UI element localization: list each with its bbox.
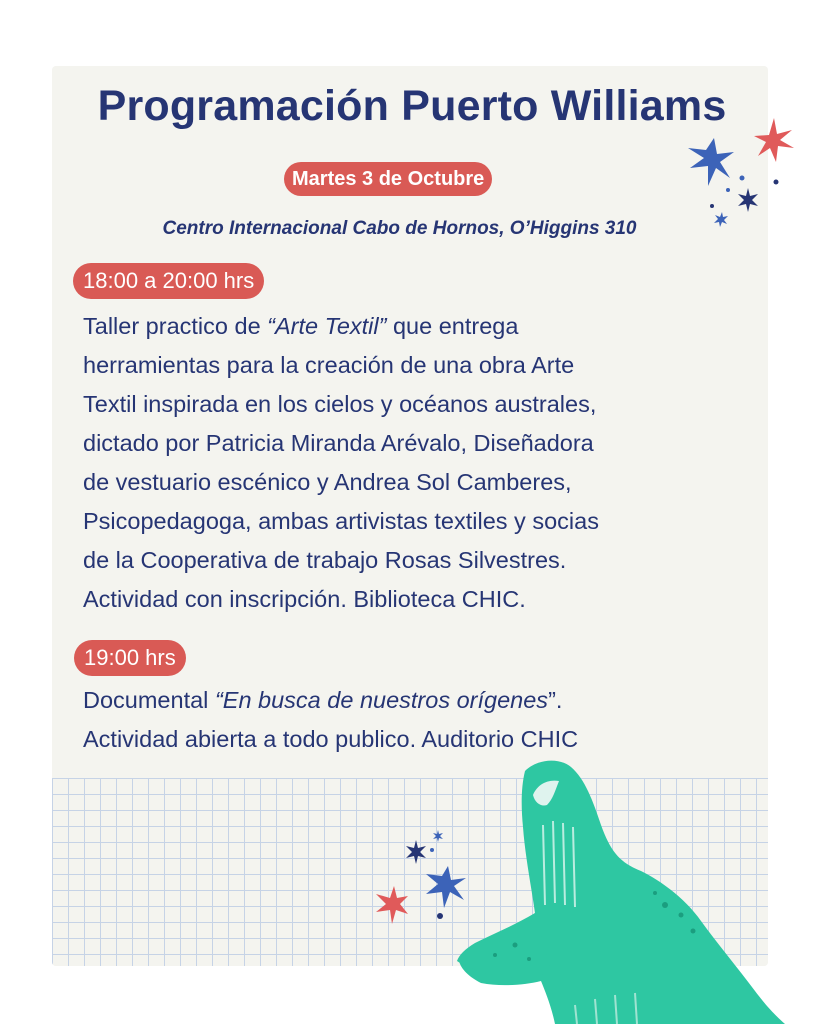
dot-icon [710, 204, 714, 208]
dot-icon [726, 188, 730, 192]
blue-star-icon [688, 138, 734, 186]
small-blue-star-icon [714, 212, 728, 227]
star-cluster-top-icon [670, 108, 810, 238]
whale-illustration [455, 755, 819, 1024]
event-1-description: Taller practico de “Arte Textil” que entrega herramientas para la creación de una obra Arte Textil inspirada en los cielos y océanos australes, dictado por Patricia Miranda Arévalo, Diseñadora de vestuario escénico y Andrea Sol Camberes, Psicopedagoga, ambas artivistas textiles y socias de la Cooperativa de trabajo Rosas Silvestres. Actividad con inscripción. Biblioteca CHIC. [83, 313, 599, 612]
navy-star-icon [738, 188, 758, 212]
page-title: Programación Puerto Williams [97, 82, 727, 130]
navy-star-icon [406, 840, 426, 864]
red-star-icon [376, 886, 408, 924]
dot-icon [437, 913, 443, 919]
red-star-icon [754, 118, 794, 162]
event-2-time-badge: 19:00 hrs [74, 640, 186, 676]
dot-icon [774, 180, 779, 185]
small-blue-star-icon [433, 830, 443, 842]
dot-icon [740, 176, 745, 181]
venue-text: Centro Internacional Cabo de Hornos, O’Higgins 310 [162, 218, 637, 239]
event-2-description: Documental “En busca de nuestros orígenes”. Actividad abierta a todo publico. Auditorio CHIC [83, 687, 579, 752]
dot-icon [430, 848, 434, 852]
date-badge: Martes 3 de Octubre [284, 162, 492, 196]
event-1-time-badge: 18:00 a 20:00 hrs [73, 263, 264, 299]
